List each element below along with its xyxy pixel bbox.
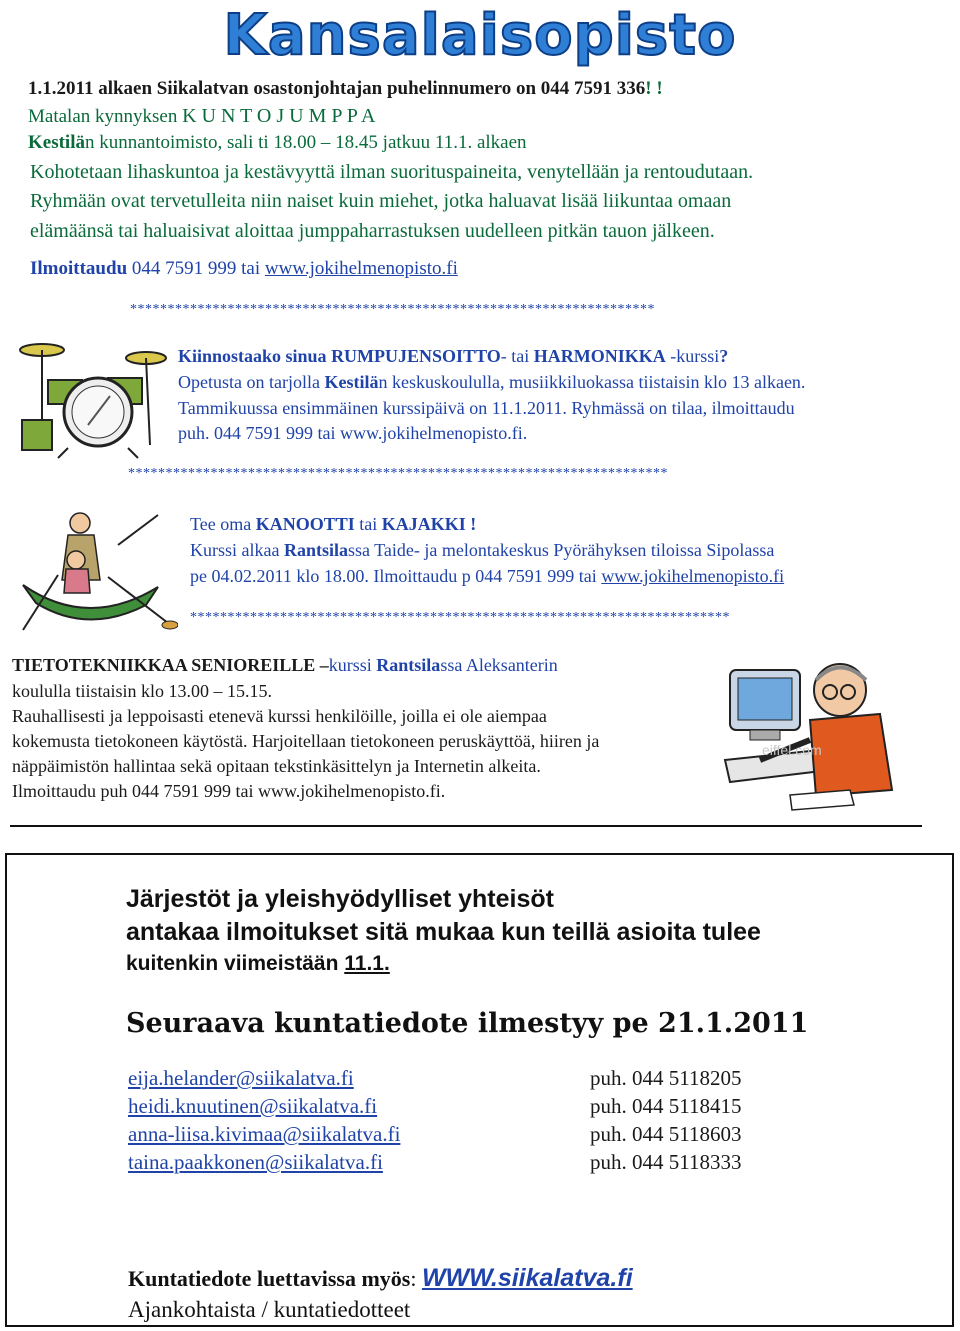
- kansalaisopisto-logo: Kansalaisopisto: [223, 3, 737, 68]
- canoe-jokihelmenopisto-link[interactable]: www.jokihelmenopisto.fi: [601, 566, 785, 586]
- canoe-signup: pe 04.02.2011 klo 18.00. Ilmoittaudu p 044 7591 999 tai www.jokihelmenopisto.fi: [190, 566, 785, 586]
- senior-it-course-signup: Ilmoittaudu puh 044 7591 999 tai www.jokihelmenopisto.fi.: [12, 781, 446, 801]
- phone-change-notice: 1.1.2011 alkaen Siikalatvan osastonjohtajan puhelinnumero on 044 7591 336! !: [28, 78, 663, 99]
- canoe-image: [18, 505, 178, 635]
- jokihelmenopisto-link[interactable]: www.jokihelmenopisto.fi: [264, 258, 458, 279]
- computer-user-image: [720, 650, 900, 820]
- senior-it-course-time: koululla tiistaisin klo 13.00 – 15.15.: [12, 681, 272, 701]
- drums-signup: puh. 044 7591 999 tai www.jokihelmenopisto.fi.: [178, 423, 528, 443]
- separator-1: **********************************************************************: [130, 302, 655, 317]
- siikalatva-website-link[interactable]: WWW.siikalatva.fi: [421, 1264, 633, 1292]
- contact-phone: puh. 044 5118415: [590, 1094, 742, 1118]
- box-heading-1: Järjestöt ja yleishyödylliset yhteisöt: [126, 885, 554, 913]
- website-section-path: Ajankohtaista / kuntatiedotteet: [128, 1297, 411, 1322]
- contact-email[interactable]: taina.paakkonen@siikalatva.fi: [128, 1150, 383, 1174]
- contact-phone: puh. 044 5118603: [590, 1122, 742, 1146]
- separator-3: ************************************************************************: [190, 610, 730, 625]
- kuntojumppa-description-3: elämäänsä tai haluaisivat aloittaa jumppaharrastuksen uudelleen pitkän tauon jälkeen.: [30, 220, 715, 242]
- contact-email[interactable]: anna-liisa.kivimaa@siikalatva.fi: [128, 1122, 401, 1146]
- box-heading-2: antakaa ilmoitukset sitä mukaa kun teillä asioita tulee: [126, 918, 761, 946]
- next-bulletin-date: Seuraava kuntatiedote ilmestyy pe 21.1.2011: [126, 1008, 809, 1039]
- senior-it-course-description-1: Rauhallisesti ja leppoisasti etenevä kurssi henkilöille, joilla ei ole aiempaa: [12, 706, 547, 726]
- canoe-location: Kurssi alkaa Rantsilassa Taide- ja melontakeskus Pyörähyksen tiloissa Sipolassa: [190, 540, 775, 560]
- senior-it-course-description-2: kokemusta tietokoneen käytöstä. Harjoitellaan tietokoneen peruskäyttöä, hiiren ja: [12, 731, 600, 751]
- senior-it-course-description-3: näppäimistön hallintaa sekä opitaan tekstinkäsittelyn ja Internetin alkeita.: [12, 756, 541, 776]
- contact-email[interactable]: eija.helander@siikalatva.fi: [128, 1066, 354, 1090]
- separator-2: ************************************************************************: [128, 466, 668, 481]
- kuntojumppa-title: Matalan kynnyksen K U N T O J U M P P A: [28, 105, 376, 127]
- box-heading-3: kuitenkin viimeistään 11.1.: [126, 952, 390, 975]
- drums-title: Kiinnostaako sinua RUMPUJENSOITTO- tai HARMONIKKA -kurssi?: [178, 346, 729, 366]
- kuntojumppa-description-2: Ryhmään ovat tervetulleita niin naiset kuin miehet, jotka haluavat lisää liikuntaa omaan: [30, 190, 732, 212]
- canoe-title: Tee oma KANOOTTI tai KAJAKKI !: [190, 514, 477, 534]
- contact-phone: puh. 044 5118333: [590, 1150, 742, 1174]
- drum-kit-image: [18, 330, 168, 460]
- senior-it-course-title: TIETOTEKNIIKKAA SENIOREILLE –kurssi Rantsilassa Aleksanterin: [12, 655, 558, 675]
- section-divider: [10, 825, 922, 827]
- drums-location: Opetusta on tarjolla Kestilän keskuskoululla, musiikkiluokassa tiistaisin klo 13 alkaen.: [178, 372, 806, 392]
- kuntojumppa-location: Kestilän kunnantoimisto, sali ti 18.00 – 18.45 jatkuu 11.1. alkaen: [28, 132, 527, 153]
- drums-start-date: Tammikuussa ensimmäinen kurssipäivä on 11.1.2011. Ryhmässä on tilaa, ilmoittaudu: [178, 398, 795, 418]
- kuntojumppa-description-1: Kohotetaan lihaskuntoa ja kestävyyttä ilman suorituspaineita, venytellään ja rentoudutaan.: [30, 161, 754, 183]
- contact-phone: puh. 044 5118205: [590, 1066, 742, 1090]
- watermark-text: eiffel.com: [762, 742, 822, 758]
- website-notice: Kuntatiedote luettavissa myös: WWW.siikalatva.fi: [128, 1264, 633, 1292]
- contact-email[interactable]: heidi.knuutinen@siikalatva.fi: [128, 1094, 378, 1118]
- kuntojumppa-signup: Ilmoittaudu 044 7591 999 tai www.jokihelmenopisto.fi: [30, 258, 458, 279]
